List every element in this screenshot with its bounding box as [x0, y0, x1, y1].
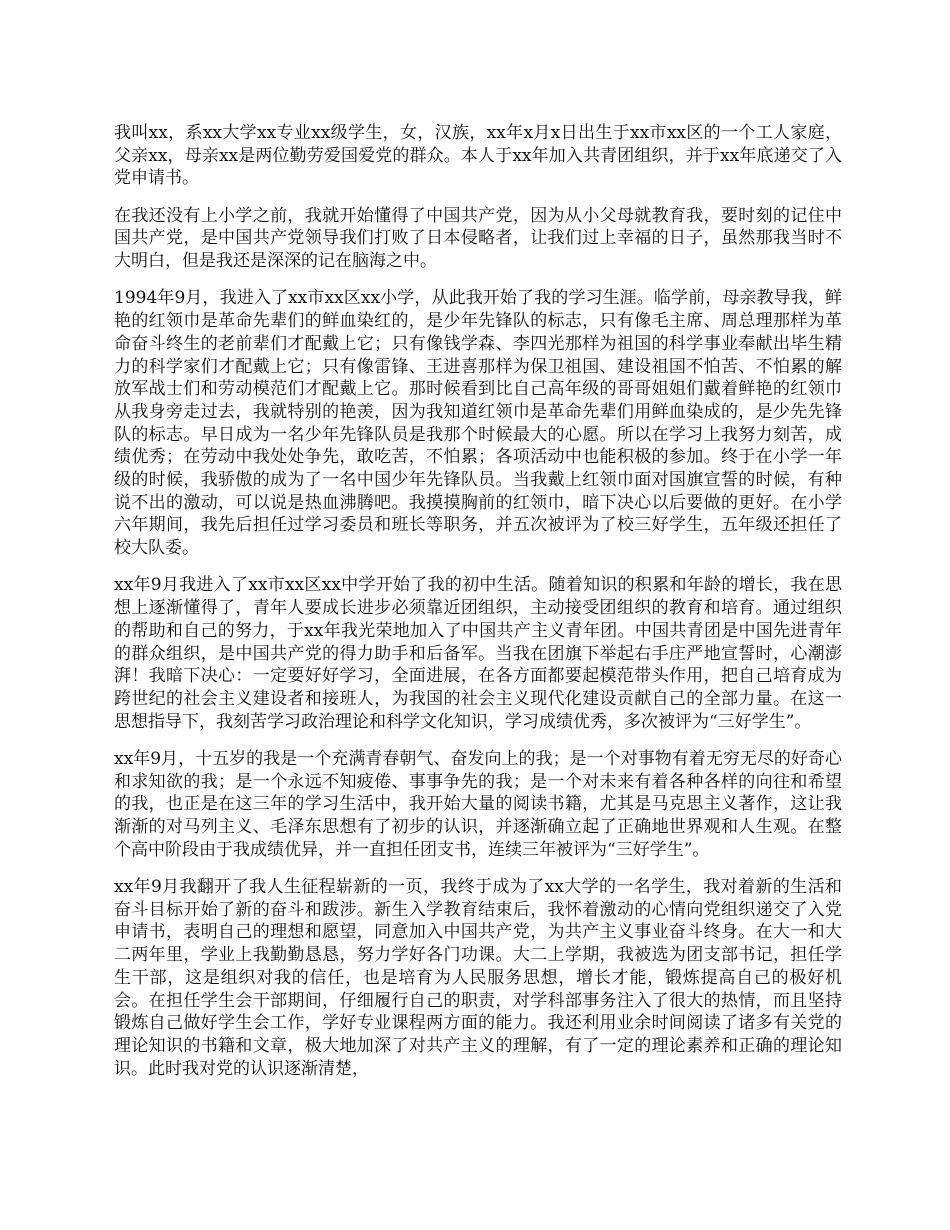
paragraph-primary-school: 1994年9月，我进入了xx市xx区xx小学，从此我开始了我的学习生涯。临学前，母亲教导我，鲜艳的红领巾是革命先辈们的鲜血染红的，是少年先锋队的标志，只有像毛主席、周总理那样为革命奋斗终生的老前辈们才配戴上它；只有像钱学森、李四光那样为祖国的科学事业奉献出毕生精力的科学家们才配戴上它；只有像雷锋、王进喜那样为保卫祖国、建设祖国不怕苦、不怕累的解放军战士们和劳动模范们才配戴上它。那时候看到比自己高年级的哥哥姐姐们戴着鲜艳的红领巾从我身旁走过去，我就特别的艳羡，因为我知道红领巾是革命先辈们用鲜血染成的，是少先先锋队的标志。早日成为一名少年先锋队员是我那个时候最大的心愿。所以在学习上我努力刻苦，成绩优秀；在劳动中我处处争先，敢吃苦，不怕累；各项活动中也能积极的参加。终于在小学一年级的时候，我骄傲的成为了一名中国少年先锋队员。当我戴上红领巾面对国旗宣誓的时候，有种说不出的激动，可以说是热血沸腾吧。我摸摸胸前的红领巾，暗下决心以后要做的更好。在小学六年期间，我先后担任过学习委员和班长等职务，并五次被评为了校三好学生，五年级还担任了校大队委。: [114, 288, 842, 559]
paragraph-intro: 我叫xx，系xx大学xx专业xx级学生，女，汉族，xx年x月x日出生于xx市xx区的一个工人家庭，父亲xx，母亲xx是两位勤劳爱国爱党的群众。本人于xx年加入共青团组织，并于xx年底递交了入党申请书。: [114, 123, 842, 189]
paragraph-high-school: xx年9月，十五岁的我是一个充满青春朝气、奋发向上的我；是一个对事物有着无穷无尽的好奇心和求知欲的我；是一个永远不知疲倦、事事争先的我；是一个对未来有着各种各样的向往和希望的我，也正是在这三年的学习生活中，我开始大量的阅读书籍，尤其是马克思主义著作，这让我渐渐的对马列主义、毛泽东思想有了初步的认识，并逐渐确立起了正确地世界观和人生观。在整个高中阶段由于我成绩优异，并一直担任团支书，连续三年被评为“三好学生”。: [114, 748, 842, 860]
paragraph-middle-school: xx年9月我进入了xx市xx区xx中学开始了我的初中生活。随着知识的积累和年龄的增长，我在思想上逐渐懂得了，青年人要成长进步必须靠近团组织，主动接受团组织的教育和培育。通过组织的帮助和自己的努力，于xx年我光荣地加入了中国共产主义青年团。中国共青团是中国先进青年的群众组织，是中国共产党的得力助手和后备军。当我在团旗下举起右手庄严地宣誓时，心潮澎湃！我暗下决心：一定要好好学习，全面进展，在各方面都要起模范带头作用，把自己培育成为跨世纪的社会主义建设者和接班人，为我国的社会主义现代化建设贡献自己的全部力量。在这一思想指导下，我刻苦学习政治理论和科学文化知识，学习成绩优秀，多次被评为“三好学生”。: [114, 575, 842, 732]
document-body: [114, 122, 842, 1095]
paragraph-childhood: 在我还没有上小学之前，我就开始懂得了中国共产党，因为从小父母就教育我，要时刻的记住中国共产党，是中国共产党领导我们打败了日本侵略者，让我们过上幸福的日子，虽然那我当时不大明白，但是我还是深深的记在脑海之中。: [114, 205, 842, 272]
paragraph-university: xx年9月我翻开了我人生征程崭新的一页，我终于成为了xx大学的一名学生，我对着新的生活和奋斗目标开始了新的奋斗和跋涉。新生入学教育结束后，我怀着激动的心情向党组织递交了入党申请书，表明自己的理想和愿望，同意加入中国共产党，为共产主义事业奋斗终身。在大一和大二两年里，学业上我勤勤恳恳，努力学好各门功课。大二上学期，我被选为团支部书记，担任学生干部，这是组织对我的信任，也是培育为人民服务思想，增长才能，锻炼提高自己的极好机会。在担任学生会干部期间，仔细履行自己的职责，对学科部事务注入了很大的热情，而且坚持锻炼自己做好学生会工作，学好专业课程两方面的能力。我还利用业余时间阅读了诸多有关党的理论知识的书籍和文章，极大地加深了对共产主义的理解，有了一定的理论素养和正确的理论知识。此时我对党的认识逐渐清楚，: [114, 877, 842, 1079]
